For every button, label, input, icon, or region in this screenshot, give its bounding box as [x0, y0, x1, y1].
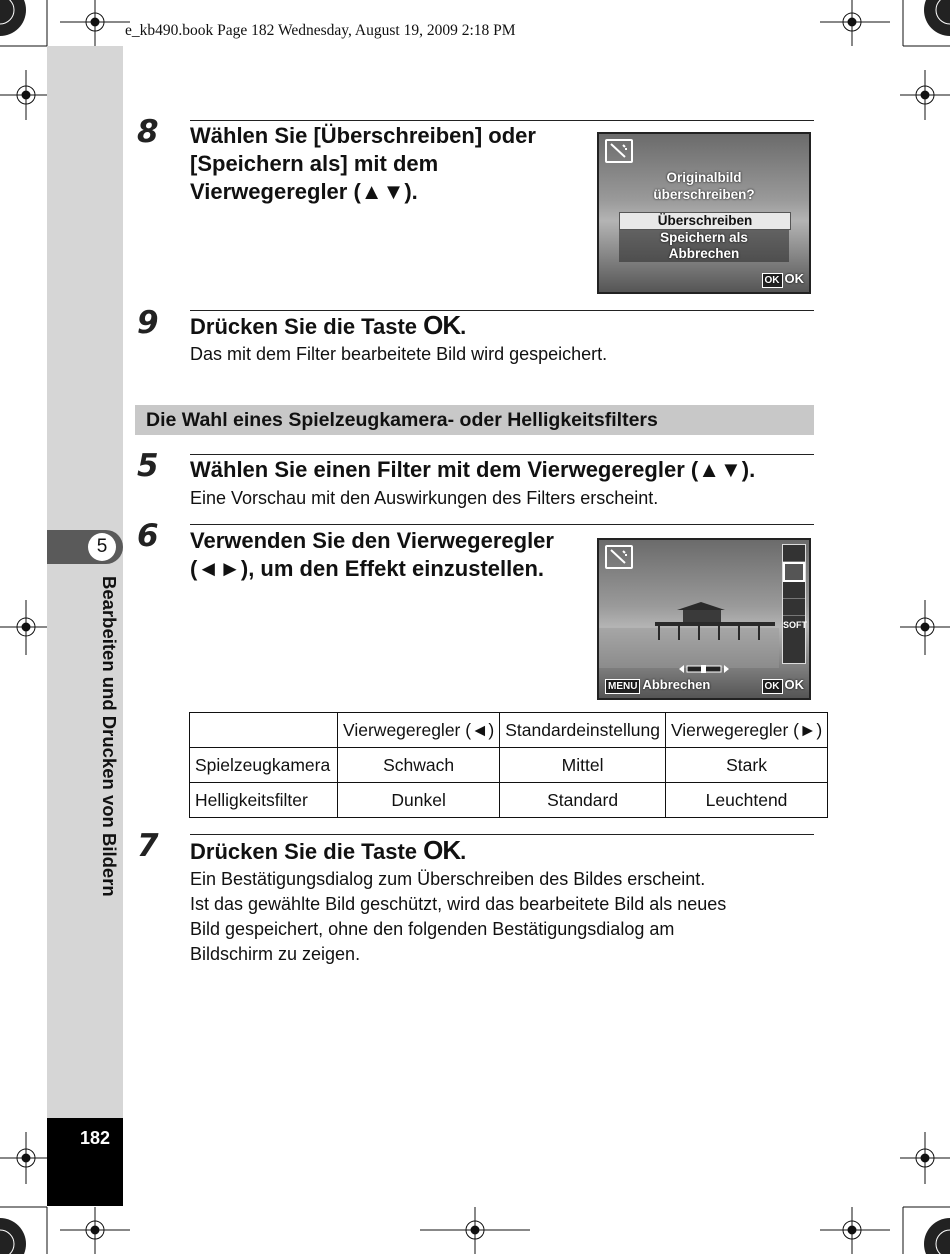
- ok-hint: [762, 271, 805, 288]
- table-row-label: Helligkeitsfilter: [190, 783, 338, 818]
- table-row: [190, 783, 828, 818]
- table-header-cell: Vierwegeregler (◄): [338, 713, 500, 748]
- table-header-cell: Standardeinstellung: [500, 713, 666, 748]
- body-line: Bild gespeichert, ohne den folgenden Bestätigungsdialog am: [190, 919, 675, 939]
- table-cell: Schwach: [338, 748, 500, 783]
- table-cell: Standard: [500, 783, 666, 818]
- table-header-row: [190, 713, 828, 748]
- step-heading: [190, 311, 466, 341]
- heading-line2: (◄►), um den Effekt einzustellen.: [190, 556, 545, 581]
- effect-slider[interactable]: [679, 661, 729, 671]
- step-divider: [190, 524, 814, 525]
- step-heading: [190, 836, 466, 866]
- step-number: 9: [137, 305, 159, 341]
- heading-period: .: [460, 839, 467, 864]
- step-body: [190, 867, 726, 967]
- menu-option-save-as[interactable]: Speichern als: [619, 230, 789, 246]
- step-number: 5: [137, 448, 159, 484]
- step-number: 7: [137, 828, 159, 864]
- prompt-line1: Originalbild: [666, 170, 742, 185]
- table-row: [190, 748, 828, 783]
- heading-text: Drücken Sie die Taste: [190, 314, 424, 339]
- magic-wand-icon: [607, 547, 631, 567]
- ok-hint: [762, 677, 805, 694]
- table-cell: Dunkel: [338, 783, 500, 818]
- step-number: 8: [137, 114, 159, 150]
- filter-icon: [605, 139, 633, 163]
- menu-option-cancel[interactable]: Abbrechen: [619, 246, 789, 262]
- table-cell: Mittel: [500, 748, 666, 783]
- step-divider: [190, 834, 814, 835]
- step-divider: [190, 454, 814, 455]
- step-divider: [190, 120, 814, 121]
- page-number: 182: [80, 1128, 111, 1148]
- heading-period: .: [460, 314, 467, 339]
- camera-screen-filter-preview: [597, 538, 811, 700]
- filter-slot-selected[interactable]: [783, 562, 805, 582]
- ok-key-icon: OK: [762, 273, 783, 288]
- filter-slot[interactable]: [783, 545, 805, 562]
- body-line: Ein Bestätigungsdialog zum Überschreiben des Bildes erscheint.: [190, 869, 706, 889]
- prompt-line2: überschreiben?: [653, 187, 755, 202]
- slider-arrows-icon: [679, 664, 729, 674]
- section-title: Die Wahl eines Spielzeugkamera- oder Helligkeitsfilters: [146, 409, 658, 431]
- filter-slot[interactable]: [783, 582, 805, 599]
- table-cell: Leuchtend: [665, 783, 827, 818]
- table-header-cell: [190, 713, 338, 748]
- magic-wand-icon: [607, 141, 631, 161]
- table-header-cell: Vierwegeregler (►): [665, 713, 827, 748]
- step-body: Das mit dem Filter bearbeitete Bild wird gespeichert.: [190, 344, 608, 364]
- menu-hint-label: Abbrechen: [642, 677, 711, 692]
- heading-line1: Verwenden Sie den Vierwegeregler: [190, 528, 554, 553]
- ok-key-glyph: OK: [423, 310, 461, 340]
- step-heading: Wählen Sie einen Filter mit dem Vierwegeregler (▲▼).: [190, 457, 756, 482]
- step-heading: Wählen Sie [Überschreiben] oder [Speichern als] mit dem Vierwegeregler (▲▼).: [190, 123, 536, 204]
- step-heading: [190, 527, 554, 583]
- heading-text: Drücken Sie die Taste: [190, 839, 424, 864]
- filter-icon: [605, 545, 633, 569]
- ok-hint-label: OK: [784, 271, 804, 286]
- filter-selector-strip[interactable]: [782, 544, 806, 664]
- menu-option-overwrite[interactable]: Überschreiben: [619, 212, 791, 230]
- camera-screen-overwrite: [597, 132, 811, 294]
- ok-hint-label: OK: [784, 677, 804, 692]
- filter-table: [189, 712, 828, 818]
- menu-hint: [605, 677, 710, 694]
- soft-filter-label[interactable]: SOFT: [783, 620, 807, 630]
- table-cell: Stark: [665, 748, 827, 783]
- ok-key-icon: OK: [762, 679, 783, 694]
- menu-key-icon: MENU: [605, 679, 640, 694]
- step-number: 6: [137, 518, 159, 554]
- filter-slot[interactable]: [783, 599, 805, 616]
- ok-key-glyph: OK: [423, 835, 461, 865]
- chapter-number: 5: [88, 533, 116, 561]
- step-body: Eine Vorschau mit den Auswirkungen des Filters erscheint.: [190, 488, 659, 508]
- table-row-label: Spielzeugkamera: [190, 748, 338, 783]
- chapter-title: Bearbeiten und Drucken von Bildern: [99, 576, 120, 897]
- print-header: e_kb490.book Page 182 Wednesday, August 19, 2009 2:18 PM: [125, 22, 516, 39]
- body-line: Bildschirm zu zeigen.: [190, 944, 361, 964]
- body-line: Ist das gewählte Bild geschützt, wird das bearbeitete Bild als neues: [190, 894, 727, 914]
